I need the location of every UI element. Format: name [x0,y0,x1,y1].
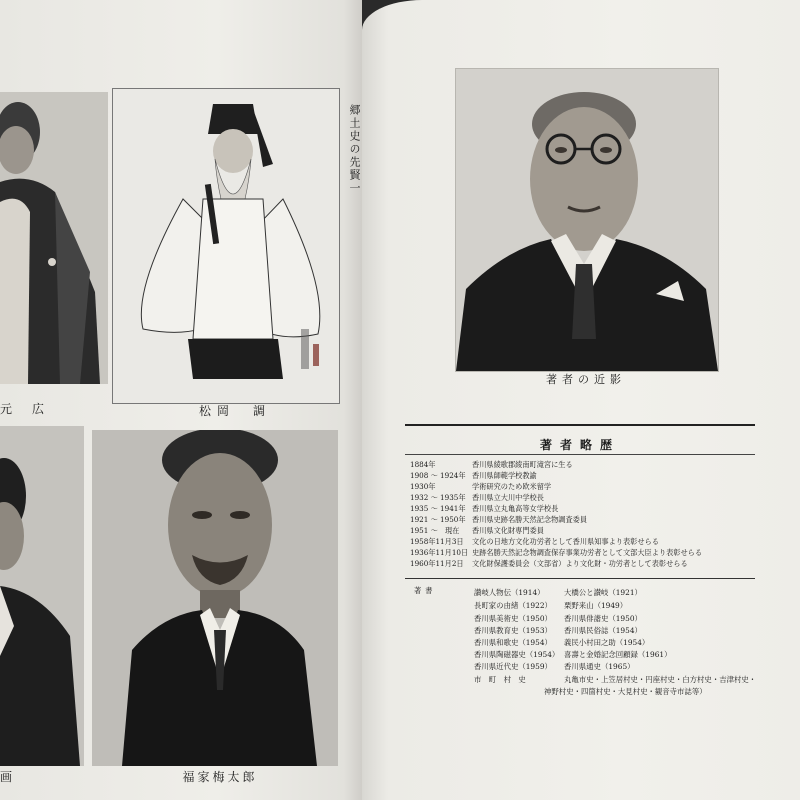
bio-row: 1921 ～ 1950年 香川県史跡名勝天然記念物調査委員 [410,515,588,524]
bio-row: 1908 ～ 1924年 香川県師範学校教諭 [410,471,537,480]
biography-title: 著者略歴 [539,438,620,452]
author-portrait-caption: 著者の近影 [546,373,626,386]
work-item: 長町家の由緒（1922） [474,601,552,610]
portrait-photo-bottom-left [0,426,84,766]
work-item: 香川県陶磁器史（1954） [474,650,560,659]
bio-row: 1932 ～ 1935年 香川県立大川中学校長 [410,493,544,502]
work-item: 市 町 村 史 [474,675,526,684]
work-item: 喜壽と金婚記念回顧録（1961） [564,650,672,659]
caption-matsuoka: 松岡 調 [198,404,271,418]
portrait-photo-top-left [0,92,108,384]
work-item: 香川県美術史（1950） [474,614,552,623]
work-item: 丸亀市史・上笠居村史・円座村史・白方村史・吉津村史・ [564,675,757,684]
bio-row: 1951 ～ 現在 香川県文化財専門委員 [410,526,544,535]
work-item: 香川県教育史（1953） [474,626,552,635]
bio-row: 1935 ～ 1941年 香川県立丸亀高等女学校長 [410,504,559,513]
work-item: 香川県通史（1965） [564,662,635,671]
work-item: 香川県和歌史（1954） [474,638,552,647]
author-portrait [455,68,719,372]
works-label: 著書 [414,586,437,595]
caption-top-left: 元 広 [0,402,49,416]
work-item: 栗野来山（1949） [564,601,628,610]
work-item: 大橋公と讃岐（1921） [564,588,642,597]
bio-row: 1930年 学術研究のため欧米留学 [410,482,552,491]
work-item: 義民小村田之助（1954） [564,638,650,647]
bio-row: 1936年11月10日 史跡名勝天然記念物調査保存事業功労者として文部大臣より表彰せらる [410,548,703,557]
work-item: 神野村史・四箇村史・大見村史・観音寺市誌等） [544,687,707,696]
section-side-title: 郷土史の先賢一 [348,104,361,195]
work-item: 香川県近代史（1959） [474,662,552,671]
bio-row: 1960年11月2日 文化財保護委員会（文部省）より文化財・功労者として表彰せらる [410,559,688,568]
work-item: 香川県俳諧史（1950） [564,614,642,623]
portrait-painting-matsuoka [112,88,340,404]
biography-title-rule [405,454,755,455]
caption-fuke: 福家梅太郎 [182,770,258,784]
portrait-photo-fuke [92,430,338,766]
work-item: 讃岐人物伝（1914） [474,588,545,597]
caption-bottom-left: 画 [0,770,19,784]
work-item: 香川県民俗誌（1954） [564,626,642,635]
left-page [0,0,362,800]
bio-row: 1958年11月3日 文化の日地方文化功労者として香川県知事より表彰せらる [410,537,659,546]
bio-row: 1884年 香川県綾歌郡綾南町滝宮に生る [410,460,573,469]
